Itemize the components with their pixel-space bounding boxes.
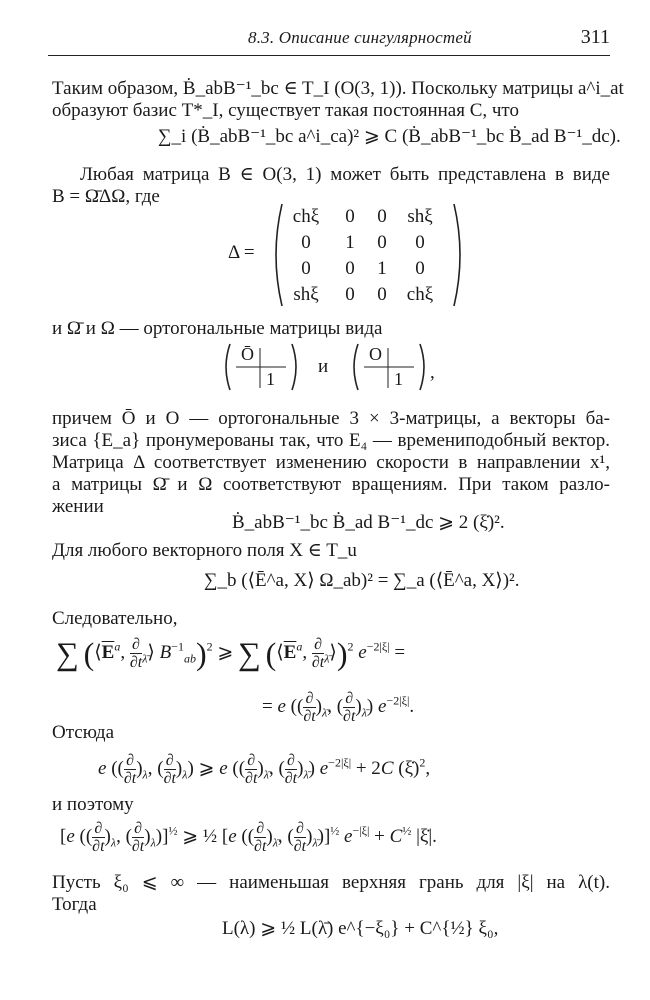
- delta-matrix-cell: 0: [301, 258, 311, 279]
- text-line-6: причем Ō и O — ортогональные 3 × 3-матрицы, а векторы ба-: [52, 408, 610, 429]
- block-matrix-drawing: [222, 340, 442, 394]
- formula-vector-field: ∑_b (⟨Ē^a, X⟩ Ω_ab)² = ∑_a (⟨Ē^a, X⟩)².: [204, 570, 520, 591]
- text-line-16: Тогда: [52, 894, 97, 915]
- block-left-bottom: 1: [266, 369, 275, 389]
- formula-poetomu: [e (( $\frac{\partial}{\partial t}$ )$_\lambda$, ( $\frac{\partial}{\partial t}$ )$_\lambda)]^{\frac{1}{2}}$ ⩾ ½ [e (( $\frac{\partial}{\partial t}$ )$_{\lambdā}$, ( $\frac{\partial}{\partial t}$ )$_{\lambdā})]^{\frac{1}{2}}$ $e^{-|\xi|} + C^{\frac{1}{2}}$ |ξ̇|.: [60, 820, 437, 855]
- text-line-5: и Ω̄ и Ω — ортогональные матрицы вида: [52, 318, 383, 339]
- header-rule: [48, 55, 610, 56]
- delta-matrix-cell: 0: [301, 232, 311, 253]
- delta-matrix-cell: shξ: [293, 284, 319, 305]
- block-connector: и: [318, 356, 329, 377]
- text-line-1: Таким образом, Ḃ_abB⁻¹_bc ∈ T_I (O(3, 1)). Поскольку матрицы a^i_at: [52, 78, 624, 99]
- text-line-9: а матрицы Ω̄ и Ω соответствуют вращениям. При таком разло-: [52, 474, 610, 495]
- delta-matrix-cell: 0: [377, 206, 387, 227]
- delta-matrix-cell: 0: [377, 284, 387, 305]
- text-line-14: и поэтому: [52, 794, 134, 815]
- delta-matrix-cell: 0: [377, 232, 387, 253]
- formula-equals-e: = e (( $\frac{\partial}{\partial t}$ )$_{\lambdā}$, ( $\frac{\partial}{\partial t}$ )$_{\lambdā}$) $e^{-2|\xi|}$.: [262, 690, 415, 725]
- delta-matrix-cell: 0: [415, 258, 425, 279]
- delta-matrix-cell: chξ: [406, 284, 434, 305]
- block-right-bottom: 1: [394, 369, 403, 389]
- text-line-3: Любая матрица B ∈ O(3, 1) может быть представлена в виде: [80, 164, 610, 185]
- delta-matrix-cell: 0: [345, 284, 355, 305]
- delta-label: Δ =: [228, 242, 255, 263]
- block-left-top: Ō: [241, 344, 254, 364]
- formula-bdot: Ḃ_abB⁻¹_bc Ḃ_ad B⁻¹_dc ⩾ 2 (ξ̇)².: [232, 512, 505, 533]
- block-trailing: ,: [430, 362, 435, 383]
- text-line-8: Матрица Δ соответствует изменению скорости в направлении x¹,: [52, 452, 610, 473]
- text-line-2: образуют базис T*_I, существует такая постоянная C, что: [52, 100, 519, 121]
- formula-sum-inequality: ∑_i (Ḃ_abB⁻¹_bc a^i_ca)² ⩾ C (Ḃ_abB⁻¹_bc Ḃ_ad B⁻¹_dc).: [158, 126, 621, 147]
- section-title: 8.3. Описание сингулярностей: [248, 28, 472, 47]
- delta-matrix-cell: shξ: [407, 206, 433, 227]
- formula-sum-squared: ∑ ($⟨\overline{E}^a$, $\frac{\partial}{\partial t}$ $_{\lambdā}$⟩ $B^{-1}_{ab})^2$ ⩾ ∑ ($⟨\overline{E}^a$, $\frac{\partial}{\partial t}$ $_{\lambdā}$⟩)$^2$ $e^{-2|\xi|}$ =: [56, 635, 406, 672]
- text-line-4: B = Ω̄ΔΩ, где: [52, 186, 160, 207]
- delta-matrix-cell: 1: [345, 232, 355, 253]
- formula-otsyuda: e (( $\frac{\partial}{\partial t}$ )$_\lambda$, ( $\frac{\partial}{\partial t}$ )$_\lambda$) ⩾ e (( $\frac{\partial}{\partial t}$ )$_{\lambdā}$, ( $\frac{\partial}{\partial t}$ )$_{\lambdā}$) $e^{-2|\xi|} + 2C$ (ξ̇)$^2$,: [98, 752, 431, 787]
- delta-matrix: [228, 200, 458, 310]
- text-line-7: зиса {E_a} пронумерованы так, что E₄ — времениподобный вектор.: [52, 430, 610, 451]
- text-line-13: Отсюда: [52, 722, 115, 743]
- block-right-top: O: [369, 344, 382, 364]
- page-number: 311: [580, 26, 610, 48]
- text-line-10: жении: [52, 496, 104, 517]
- frac-a: $\frac{\partial}{\partial t}$: [129, 636, 143, 671]
- delta-matrix-cell: 0: [345, 206, 355, 227]
- text-line-12: Следовательно,: [52, 608, 178, 629]
- delta-matrix-cell: 0: [415, 232, 425, 253]
- text-line-15: Пусть ξ₀ ⩽ ∞ — наименьшая верхняя грань для |ξ| на λ(t).: [52, 872, 610, 893]
- running-header: [48, 22, 610, 50]
- formula-length: L(λ) ⩾ ½ L(λ̄) e^{−ξ₀} + C^{½} ξ₀,: [222, 918, 499, 939]
- delta-matrix-cell: 0: [345, 258, 355, 279]
- delta-matrix-cell: 1: [377, 258, 387, 279]
- delta-matrix-cell: chξ: [292, 206, 320, 227]
- text-line-11: Для любого векторного поля X ∈ T_u: [52, 540, 357, 561]
- block-matrices: [222, 340, 442, 394]
